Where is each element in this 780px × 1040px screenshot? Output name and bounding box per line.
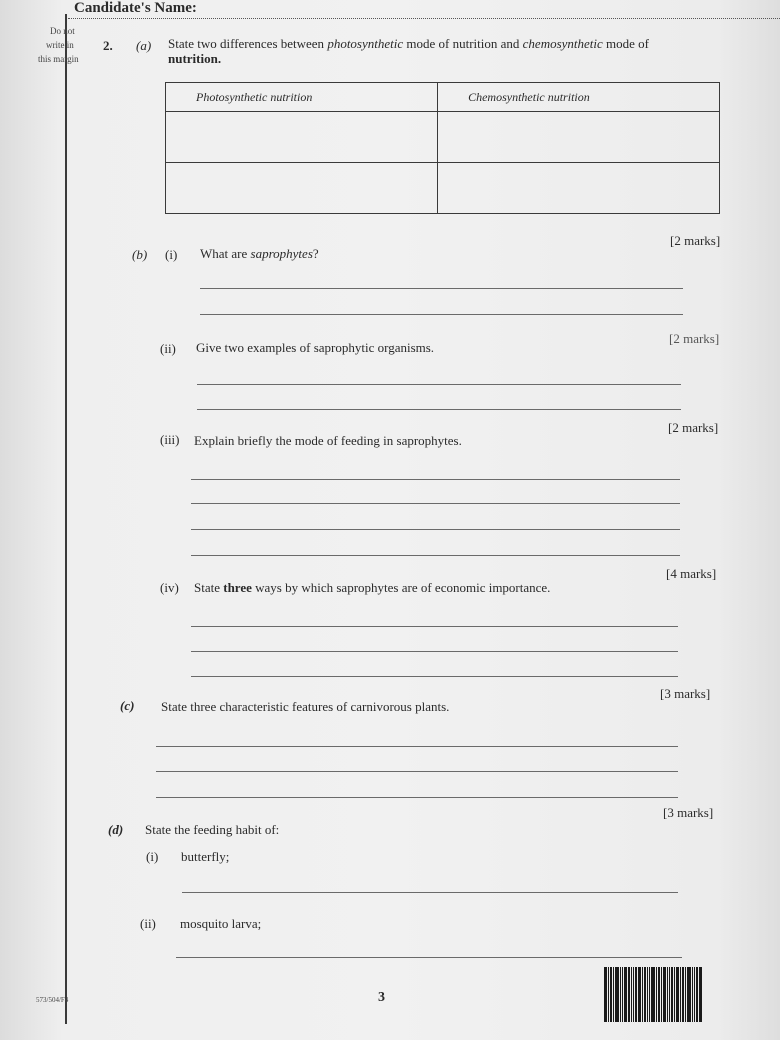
margin-note-3: this margin <box>38 54 79 64</box>
answer-line[interactable] <box>182 892 678 893</box>
part-c-marks: [3 marks] <box>663 805 714 820</box>
part-b-i-label: (i) <box>165 247 178 262</box>
part-b-ii-text: Give two examples of saprophytic organisms. <box>196 340 435 355</box>
part-c-label: (c) <box>120 698 135 713</box>
part-d-ii-label: (ii) <box>140 916 156 931</box>
part-d-i-text: butterfly; <box>181 849 230 864</box>
answer-line[interactable] <box>156 746 678 747</box>
table-header-photosynthetic: Photosynthetic nutrition <box>166 83 438 112</box>
answer-line[interactable] <box>156 797 678 798</box>
margin-note-1: Do not <box>50 26 75 36</box>
question-number: 2. <box>103 38 113 53</box>
candidate-name-line <box>68 18 780 20</box>
part-d-label: (d) <box>108 822 124 837</box>
table-cell-answer[interactable] <box>166 112 438 163</box>
answer-line[interactable] <box>191 555 680 556</box>
part-a-text: State two differences between photosynthetic mode of nutrition and chemosynthetic mode of <box>168 36 650 51</box>
answer-line[interactable] <box>200 314 683 315</box>
answer-line[interactable] <box>191 529 680 530</box>
part-b-ii-marks: [2 marks] <box>668 420 719 435</box>
barcode-image <box>604 967 734 1022</box>
part-a-text-line2: nutrition. <box>168 51 222 66</box>
part-b-iii-text: Explain briefly the mode of feeding in saprophytes. <box>194 433 462 448</box>
part-d-ii-text: mosquito larva; <box>180 916 262 931</box>
table-cell-answer[interactable] <box>438 112 720 163</box>
paper-code: 573/504/F4 <box>36 996 69 1004</box>
margin-note-2: write in <box>46 40 74 50</box>
part-b-iv-text: State three ways by which saprophytes are of economic importance. <box>194 580 551 595</box>
part-a-label: (a) <box>136 38 152 53</box>
part-b-label: (b) <box>132 247 148 262</box>
part-b-ii-label: (ii) <box>160 341 176 356</box>
page-number: 3 <box>378 990 385 1005</box>
part-b-iii-label: (iii) <box>160 432 180 447</box>
candidate-name-label: Candidate's Name: <box>74 0 197 16</box>
answer-line[interactable] <box>191 503 680 504</box>
answer-line[interactable] <box>197 409 681 410</box>
answer-line[interactable] <box>156 771 678 772</box>
answer-line[interactable] <box>176 957 682 958</box>
part-b-i-marks: [2 marks] <box>669 331 720 346</box>
answer-line[interactable] <box>191 626 678 627</box>
answer-line[interactable] <box>191 479 680 480</box>
part-b-i-text: What are saprophytes? <box>200 246 319 261</box>
answer-line[interactable] <box>197 384 681 385</box>
margin-rule <box>65 14 67 1024</box>
table-cell-answer[interactable] <box>438 163 720 214</box>
answer-line[interactable] <box>191 676 678 677</box>
part-b-iv-label: (iv) <box>160 580 179 595</box>
table-header-chemosynthetic: Chemosynthetic nutrition <box>438 83 720 112</box>
part-d-text: State the feeding habit of: <box>145 822 280 837</box>
part-d-i-label: (i) <box>146 849 159 864</box>
answer-line[interactable] <box>200 288 683 289</box>
part-b-iii-marks: [4 marks] <box>666 566 717 581</box>
table-cell-answer[interactable] <box>166 163 438 214</box>
differences-table <box>165 82 720 214</box>
part-c-text: State three characteristic features of carnivorous plants. <box>161 699 450 714</box>
part-b-iv-marks: [3 marks] <box>660 686 711 701</box>
part-a-marks: [2 marks] <box>670 233 721 248</box>
answer-line[interactable] <box>191 651 678 652</box>
